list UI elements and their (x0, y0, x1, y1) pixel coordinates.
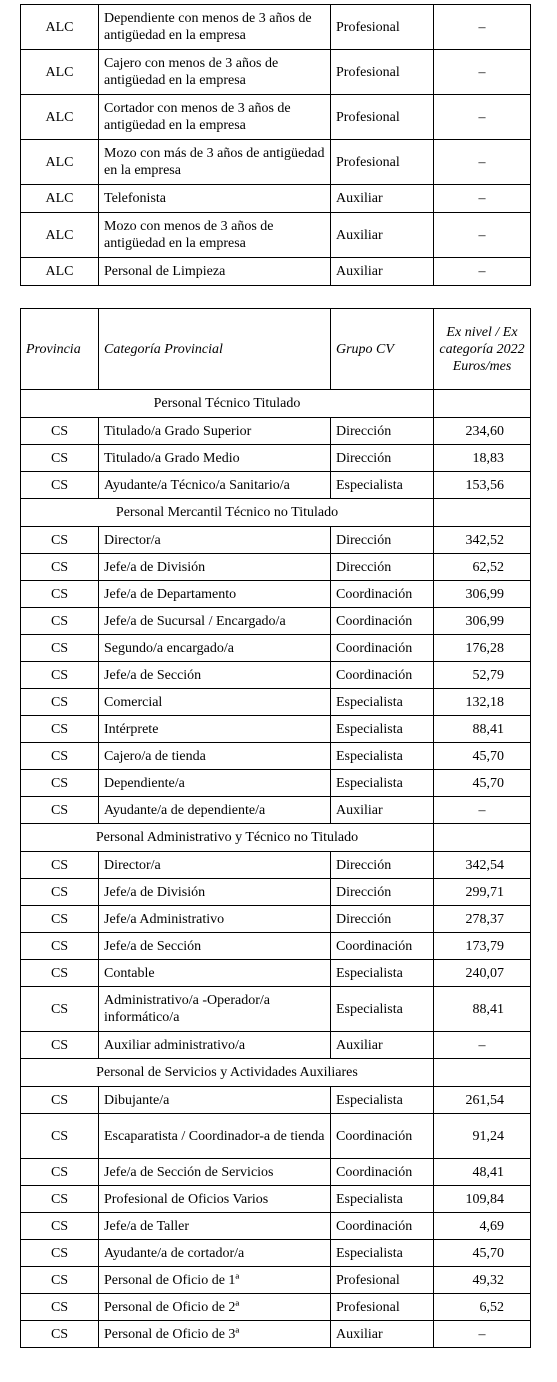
table-row (21, 852, 531, 879)
cell-categoria: Jefe/a Administrativo (99, 906, 331, 933)
cell-provincia: CS (21, 1032, 99, 1059)
header-row (21, 309, 531, 390)
table-row (21, 185, 531, 213)
cell-provincia: CS (21, 1267, 99, 1294)
table-row (21, 1267, 531, 1294)
cell-grupo: Profesional (331, 140, 434, 185)
table-row (21, 1114, 531, 1159)
cell-categoria: Mozo con más de 3 años de antigüedad en la empresa (99, 140, 331, 185)
cell-valor: 240,07 (434, 960, 531, 987)
cell-valor: – (434, 5, 531, 50)
cell-provincia: CS (21, 527, 99, 554)
cell-valor: 153,56 (434, 472, 531, 499)
cell-valor: 45,70 (434, 1240, 531, 1267)
table-row (21, 418, 531, 445)
cell-valor: 88,41 (434, 987, 531, 1032)
cell-grupo: Especialista (331, 689, 434, 716)
cell-categoria: Segundo/a encargado/a (99, 635, 331, 662)
cell-grupo: Coordinación (331, 581, 434, 608)
cell-grupo: Coordinación (331, 1213, 434, 1240)
cell-valor: 45,70 (434, 743, 531, 770)
cell-grupo: Especialista (331, 770, 434, 797)
cell-categoria: Intérprete (99, 716, 331, 743)
cell-grupo: Dirección (331, 879, 434, 906)
table-row (21, 1032, 531, 1059)
cell-grupo: Profesional (331, 50, 434, 95)
cell-grupo: Auxiliar (331, 213, 434, 258)
section-row (21, 824, 531, 852)
table-row (21, 716, 531, 743)
cell-grupo: Auxiliar (331, 1321, 434, 1348)
cell-provincia: CS (21, 1114, 99, 1159)
salary-table-alc (20, 4, 531, 286)
cell-valor: 306,99 (434, 608, 531, 635)
cell-categoria: Director/a (99, 852, 331, 879)
cell-categoria: Contable (99, 960, 331, 987)
section-row (21, 1059, 531, 1087)
cell-provincia: CS (21, 1294, 99, 1321)
cell-valor: 261,54 (434, 1087, 531, 1114)
cell-valor: 176,28 (434, 635, 531, 662)
cell-valor: 52,79 (434, 662, 531, 689)
cell-valor: 342,54 (434, 852, 531, 879)
cell-categoria: Cajero con menos de 3 años de antigüedad en la empresa (99, 50, 331, 95)
cell-grupo: Profesional (331, 1294, 434, 1321)
cell-grupo: Profesional (331, 95, 434, 140)
cell-provincia: ALC (21, 213, 99, 258)
cell-valor: – (434, 797, 531, 824)
cell-provincia: CS (21, 743, 99, 770)
cell-valor: 91,24 (434, 1114, 531, 1159)
cell-grupo: Especialista (331, 472, 434, 499)
table-row (21, 554, 531, 581)
cell-valor: 88,41 (434, 716, 531, 743)
cell-valor: – (434, 140, 531, 185)
cell-categoria: Cortador con menos de 3 años de antigüedad en la empresa (99, 95, 331, 140)
cell-provincia: CS (21, 635, 99, 662)
cell-valor: 132,18 (434, 689, 531, 716)
cell-provincia: CS (21, 906, 99, 933)
cell-grupo: Coordinación (331, 1159, 434, 1186)
cell-provincia: CS (21, 1240, 99, 1267)
cell-grupo: Dirección (331, 418, 434, 445)
cell-categoria: Cajero/a de tienda (99, 743, 331, 770)
cell-categoria: Jefe/a de Departamento (99, 581, 331, 608)
cell-provincia: ALC (21, 140, 99, 185)
cell-valor: 234,60 (434, 418, 531, 445)
section-empty-cell (434, 824, 531, 852)
cell-categoria: Ayudante/a de cortador/a (99, 1240, 331, 1267)
cell-categoria: Jefe/a de Sección (99, 662, 331, 689)
table-row (21, 1321, 531, 1348)
cell-valor: 278,37 (434, 906, 531, 933)
cell-categoria: Titulado/a Grado Medio (99, 445, 331, 472)
cell-provincia: ALC (21, 5, 99, 50)
cell-categoria: Dependiente/a (99, 770, 331, 797)
cell-categoria: Ayudante/a Técnico/a Sanitario/a (99, 472, 331, 499)
cell-categoria: Administrativo/a -Operador/a informático/a (99, 987, 331, 1032)
cell-grupo: Especialista (331, 960, 434, 987)
cell-grupo: Coordinación (331, 1114, 434, 1159)
cell-categoria: Profesional de Oficios Varios (99, 1186, 331, 1213)
cell-categoria: Auxiliar administrativo/a (99, 1032, 331, 1059)
table-row (21, 662, 531, 689)
table-row (21, 689, 531, 716)
cell-valor: – (434, 1321, 531, 1348)
cell-categoria: Jefe/a de División (99, 554, 331, 581)
cell-categoria: Personal de Oficio de 2ª (99, 1294, 331, 1321)
cell-valor: 109,84 (434, 1186, 531, 1213)
table-row (21, 1294, 531, 1321)
cell-valor: 299,71 (434, 879, 531, 906)
table-row (21, 1186, 531, 1213)
cell-grupo: Especialista (331, 716, 434, 743)
table-row (21, 258, 531, 286)
table-row (21, 608, 531, 635)
cell-valor: – (434, 50, 531, 95)
table-body (21, 390, 531, 1348)
cell-provincia: CS (21, 987, 99, 1032)
cell-valor: 48,41 (434, 1159, 531, 1186)
cell-grupo: Especialista (331, 1186, 434, 1213)
cell-grupo: Especialista (331, 987, 434, 1032)
cell-categoria: Personal de Oficio de 3ª (99, 1321, 331, 1348)
cell-provincia: CS (21, 879, 99, 906)
cell-categoria: Mozo con menos de 3 años de antigüedad en la empresa (99, 213, 331, 258)
header-provincia: Provincia (21, 309, 99, 390)
cell-categoria: Comercial (99, 689, 331, 716)
cell-valor: – (434, 1032, 531, 1059)
table-row (21, 1213, 531, 1240)
table-row (21, 635, 531, 662)
cell-grupo: Especialista (331, 743, 434, 770)
cell-categoria: Telefonista (99, 185, 331, 213)
table-row (21, 472, 531, 499)
section-row (21, 499, 531, 527)
cell-valor: – (434, 95, 531, 140)
header-grupo: Grupo CV (331, 309, 434, 390)
cell-provincia: CS (21, 770, 99, 797)
table-row (21, 445, 531, 472)
cell-provincia: CS (21, 933, 99, 960)
cell-grupo: Auxiliar (331, 185, 434, 213)
cell-grupo: Coordinación (331, 635, 434, 662)
table-row (21, 1240, 531, 1267)
section-title: Personal Técnico Titulado (21, 390, 434, 418)
section-title: Personal Mercantil Técnico no Titulado (21, 499, 434, 527)
cell-provincia: CS (21, 797, 99, 824)
cell-valor: 306,99 (434, 581, 531, 608)
cell-grupo: Coordinación (331, 662, 434, 689)
table-row (21, 50, 531, 95)
cell-categoria: Titulado/a Grado Superior (99, 418, 331, 445)
cell-valor: – (434, 213, 531, 258)
table-row (21, 743, 531, 770)
table-row (21, 95, 531, 140)
cell-provincia: CS (21, 1087, 99, 1114)
cell-grupo: Dirección (331, 445, 434, 472)
header-valor: Ex nivel / Ex categoría 2022 Euros/mes (434, 309, 531, 390)
cell-grupo: Especialista (331, 1240, 434, 1267)
table-row (21, 960, 531, 987)
cell-valor: – (434, 258, 531, 286)
table-row (21, 140, 531, 185)
table-row (21, 581, 531, 608)
section-title: Personal de Servicios y Actividades Auxiliares (21, 1059, 434, 1087)
cell-provincia: ALC (21, 185, 99, 213)
table-body (21, 5, 531, 286)
table-row (21, 933, 531, 960)
cell-categoria: Dibujante/a (99, 1087, 331, 1114)
cell-grupo: Auxiliar (331, 797, 434, 824)
cell-valor: 62,52 (434, 554, 531, 581)
table-row (21, 987, 531, 1032)
section-title: Personal Administrativo y Técnico no Titulado (21, 824, 434, 852)
cell-grupo: Profesional (331, 1267, 434, 1294)
cell-valor: 173,79 (434, 933, 531, 960)
cell-categoria: Director/a (99, 527, 331, 554)
cell-grupo: Dirección (331, 906, 434, 933)
section-empty-cell (434, 1059, 531, 1087)
cell-categoria: Jefe/a de División (99, 879, 331, 906)
cell-provincia: CS (21, 960, 99, 987)
cell-provincia: CS (21, 554, 99, 581)
section-row (21, 390, 531, 418)
cell-grupo: Coordinación (331, 933, 434, 960)
cell-provincia: CS (21, 1321, 99, 1348)
cell-provincia: CS (21, 1159, 99, 1186)
cell-valor: 18,83 (434, 445, 531, 472)
cell-provincia: CS (21, 418, 99, 445)
salary-table-cs (20, 308, 531, 1348)
table-row (21, 1087, 531, 1114)
cell-valor: – (434, 185, 531, 213)
cell-valor: 4,69 (434, 1213, 531, 1240)
cell-grupo: Coordinación (331, 608, 434, 635)
table-row (21, 797, 531, 824)
cell-provincia: CS (21, 662, 99, 689)
cell-categoria: Jefe/a de Sección (99, 933, 331, 960)
section-empty-cell (434, 499, 531, 527)
cell-grupo: Auxiliar (331, 258, 434, 286)
table-header (21, 309, 531, 390)
cell-valor: 6,52 (434, 1294, 531, 1321)
cell-provincia: CS (21, 581, 99, 608)
cell-provincia: CS (21, 1186, 99, 1213)
table-row (21, 906, 531, 933)
cell-valor: 49,32 (434, 1267, 531, 1294)
header-categoria: Categoría Provincial (99, 309, 331, 390)
cell-provincia: CS (21, 689, 99, 716)
cell-provincia: ALC (21, 258, 99, 286)
cell-categoria: Personal de Limpieza (99, 258, 331, 286)
cell-categoria: Dependiente con menos de 3 años de antigüedad en la empresa (99, 5, 331, 50)
cell-provincia: ALC (21, 95, 99, 140)
cell-categoria: Ayudante/a de dependiente/a (99, 797, 331, 824)
cell-provincia: CS (21, 1213, 99, 1240)
cell-categoria: Jefe/a de Sección de Servicios (99, 1159, 331, 1186)
cell-categoria: Escaparatista / Coordinador-a de tienda (99, 1114, 331, 1159)
cell-grupo: Dirección (331, 852, 434, 879)
cell-provincia: CS (21, 608, 99, 635)
cell-grupo: Dirección (331, 554, 434, 581)
cell-provincia: CS (21, 472, 99, 499)
table-row (21, 5, 531, 50)
cell-grupo: Dirección (331, 527, 434, 554)
table-row (21, 770, 531, 797)
cell-grupo: Especialista (331, 1087, 434, 1114)
cell-provincia: CS (21, 716, 99, 743)
cell-valor: 45,70 (434, 770, 531, 797)
cell-valor: 342,52 (434, 527, 531, 554)
cell-grupo: Profesional (331, 5, 434, 50)
table-row (21, 1159, 531, 1186)
cell-categoria: Jefe/a de Taller (99, 1213, 331, 1240)
section-empty-cell (434, 390, 531, 418)
cell-provincia: CS (21, 852, 99, 879)
table-row (21, 527, 531, 554)
table-row (21, 213, 531, 258)
cell-provincia: CS (21, 445, 99, 472)
table-row (21, 879, 531, 906)
cell-provincia: ALC (21, 50, 99, 95)
cell-grupo: Auxiliar (331, 1032, 434, 1059)
cell-categoria: Jefe/a de Sucursal / Encargado/a (99, 608, 331, 635)
cell-categoria: Personal de Oficio de 1ª (99, 1267, 331, 1294)
